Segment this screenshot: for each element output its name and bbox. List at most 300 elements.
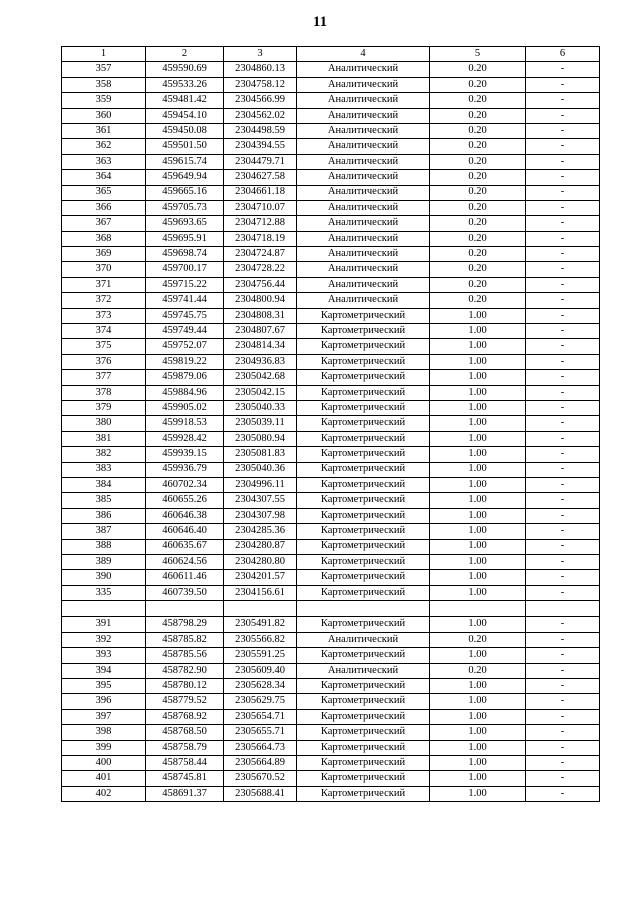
table-row xyxy=(62,308,600,323)
table-cell: 0.20 xyxy=(430,663,526,678)
table-row xyxy=(62,663,600,678)
table-cell: 459715.22 xyxy=(146,277,224,292)
table-cell: 377 xyxy=(62,370,146,385)
table-row xyxy=(62,462,600,477)
table-cell: Аналитический xyxy=(297,93,430,108)
table-cell: - xyxy=(526,755,600,770)
table-cell: 460624.56 xyxy=(146,554,224,569)
table-row xyxy=(62,416,600,431)
table-row xyxy=(62,648,600,663)
table-cell: 372 xyxy=(62,293,146,308)
table-cell: 2305491.82 xyxy=(224,617,297,632)
table-cell: - xyxy=(526,277,600,292)
table-row xyxy=(62,200,600,215)
table-cell: - xyxy=(526,370,600,385)
table-cell: 460702.34 xyxy=(146,477,224,492)
table-cell: 402 xyxy=(62,786,146,801)
table-row xyxy=(62,725,600,740)
table-cell: 2305042.15 xyxy=(224,385,297,400)
table-cell: Аналитический xyxy=(297,170,430,185)
table-cell: Аналитический xyxy=(297,154,430,169)
table-cell: 1.00 xyxy=(430,447,526,462)
table-cell: Картометрический xyxy=(297,308,430,323)
table-row xyxy=(62,632,600,647)
table-cell: 2305629.75 xyxy=(224,694,297,709)
table-cell: 363 xyxy=(62,154,146,169)
table-row xyxy=(62,617,600,632)
table-cell: - xyxy=(526,570,600,585)
table-cell: 365 xyxy=(62,185,146,200)
page-number: 11 xyxy=(312,14,328,30)
table-cell: 458785.82 xyxy=(146,632,224,647)
table-cell: 459454.10 xyxy=(146,108,224,123)
table-cell: 1.00 xyxy=(430,477,526,492)
table-cell: 398 xyxy=(62,725,146,740)
table-cell: 1.00 xyxy=(430,416,526,431)
table-row xyxy=(62,370,600,385)
table-cell: 373 xyxy=(62,308,146,323)
table-cell: 380 xyxy=(62,416,146,431)
table-cell: 2305664.89 xyxy=(224,755,297,770)
table-cell: 2304280.87 xyxy=(224,539,297,554)
table-cell: 387 xyxy=(62,524,146,539)
table-cell: 460739.50 xyxy=(146,585,224,600)
table-cell: 383 xyxy=(62,462,146,477)
table-cell: 0.20 xyxy=(430,247,526,262)
table-row xyxy=(62,108,600,123)
table-cell: - xyxy=(526,154,600,169)
table-row xyxy=(62,247,600,262)
table-cell: 382 xyxy=(62,447,146,462)
table-row xyxy=(62,185,600,200)
table-cell: 1.00 xyxy=(430,771,526,786)
table-cell: - xyxy=(526,508,600,523)
table-cell: 359 xyxy=(62,93,146,108)
table-cell: 2305664.73 xyxy=(224,740,297,755)
table-cell: Аналитический xyxy=(297,231,430,246)
table-cell: Аналитический xyxy=(297,632,430,647)
column-header: 2 xyxy=(146,47,224,62)
table-cell: 2304285.36 xyxy=(224,524,297,539)
table-cell: Картометрический xyxy=(297,679,430,694)
table-cell: 1.00 xyxy=(430,554,526,569)
table-row xyxy=(62,354,600,369)
table-row xyxy=(62,585,600,600)
table-cell: 1.00 xyxy=(430,339,526,354)
table-cell: 397 xyxy=(62,709,146,724)
table-cell: - xyxy=(526,709,600,724)
table-cell: 1.00 xyxy=(430,585,526,600)
table-cell: 1.00 xyxy=(430,709,526,724)
table-cell: - xyxy=(526,493,600,508)
column-header: 5 xyxy=(430,47,526,62)
table-cell xyxy=(297,601,430,617)
table-row xyxy=(62,123,600,138)
table-cell: 459936.79 xyxy=(146,462,224,477)
table-cell: Аналитический xyxy=(297,123,430,138)
table-cell: Картометрический xyxy=(297,477,430,492)
table-cell: 0.20 xyxy=(430,185,526,200)
table-cell: 459533.26 xyxy=(146,77,224,92)
table-cell: 459665.16 xyxy=(146,185,224,200)
table-cell: Картометрический xyxy=(297,725,430,740)
table-cell: 2304562.02 xyxy=(224,108,297,123)
table-row xyxy=(62,447,600,462)
table-cell: 459695.91 xyxy=(146,231,224,246)
table-cell: 460646.40 xyxy=(146,524,224,539)
table-cell: - xyxy=(526,663,600,678)
table-cell: 459501.50 xyxy=(146,139,224,154)
table-cell: 1.00 xyxy=(430,679,526,694)
table-row xyxy=(62,431,600,446)
table-cell: 2305591.25 xyxy=(224,648,297,663)
table-cell: 1.00 xyxy=(430,508,526,523)
table-cell: 1.00 xyxy=(430,462,526,477)
table-cell: - xyxy=(526,539,600,554)
table-cell: 458691.37 xyxy=(146,786,224,801)
table-cell: 458798.29 xyxy=(146,617,224,632)
table-cell: 459700.17 xyxy=(146,262,224,277)
table-cell: Картометрический xyxy=(297,554,430,569)
table-row xyxy=(62,554,600,569)
table-row xyxy=(62,786,600,801)
table-row xyxy=(62,339,600,354)
table-cell: 459905.02 xyxy=(146,400,224,415)
table-cell: 1.00 xyxy=(430,354,526,369)
table-cell: 2305080.94 xyxy=(224,431,297,446)
table-row xyxy=(62,385,600,400)
table-cell: 396 xyxy=(62,694,146,709)
table-body xyxy=(62,62,600,802)
table-cell: 460611.46 xyxy=(146,570,224,585)
table-cell: - xyxy=(526,293,600,308)
table-cell xyxy=(146,601,224,617)
table-cell: - xyxy=(526,585,600,600)
table-cell: - xyxy=(526,524,600,539)
table-cell: Картометрический xyxy=(297,462,430,477)
table-cell: 0.20 xyxy=(430,77,526,92)
table-cell: 0.20 xyxy=(430,293,526,308)
column-header: 3 xyxy=(224,47,297,62)
table-row xyxy=(62,740,600,755)
table-cell: 2304800.94 xyxy=(224,293,297,308)
table-cell xyxy=(224,601,297,617)
table-cell: 1.00 xyxy=(430,308,526,323)
table-row xyxy=(62,293,600,308)
table-cell: Картометрический xyxy=(297,771,430,786)
table-cell: 2304201.57 xyxy=(224,570,297,585)
table-cell: - xyxy=(526,216,600,231)
table-cell: 379 xyxy=(62,400,146,415)
table-cell: - xyxy=(526,679,600,694)
table-cell: - xyxy=(526,139,600,154)
table-cell: Картометрический xyxy=(297,354,430,369)
table-cell: 2304718.19 xyxy=(224,231,297,246)
table-cell: Картометрический xyxy=(297,431,430,446)
table-cell: Картометрический xyxy=(297,416,430,431)
table-cell: 458745.81 xyxy=(146,771,224,786)
table-cell: 376 xyxy=(62,354,146,369)
table-cell: 2305688.41 xyxy=(224,786,297,801)
table-cell: 0.20 xyxy=(430,632,526,647)
table-cell: 459705.73 xyxy=(146,200,224,215)
table-cell: 378 xyxy=(62,385,146,400)
table-cell: 2304307.98 xyxy=(224,508,297,523)
table-cell: 2304280.80 xyxy=(224,554,297,569)
table-cell: - xyxy=(526,694,600,709)
table-cell: 2305040.33 xyxy=(224,400,297,415)
table-row xyxy=(62,62,600,77)
table-cell: 0.20 xyxy=(430,216,526,231)
table-cell: 1.00 xyxy=(430,324,526,339)
table-cell: - xyxy=(526,648,600,663)
table-cell: 459649.94 xyxy=(146,170,224,185)
table-cell xyxy=(62,601,146,617)
table-cell: 459939.15 xyxy=(146,447,224,462)
table-cell: - xyxy=(526,170,600,185)
table-cell: Картометрический xyxy=(297,524,430,539)
table-row xyxy=(62,216,600,231)
table-cell: - xyxy=(526,247,600,262)
table-cell: - xyxy=(526,62,600,77)
table-cell: 366 xyxy=(62,200,146,215)
table-cell: 1.00 xyxy=(430,755,526,770)
table-row xyxy=(62,262,600,277)
table-cell: 0.20 xyxy=(430,231,526,246)
table-cell: 393 xyxy=(62,648,146,663)
table-cell: - xyxy=(526,400,600,415)
table-cell: 459918.53 xyxy=(146,416,224,431)
table-cell: - xyxy=(526,123,600,138)
table-cell: 0.20 xyxy=(430,154,526,169)
table-cell: 2304307.55 xyxy=(224,493,297,508)
table-cell: 2304996.11 xyxy=(224,477,297,492)
table-cell: - xyxy=(526,339,600,354)
table-cell: 458782.90 xyxy=(146,663,224,678)
table-cell: 458779.52 xyxy=(146,694,224,709)
table-row xyxy=(62,324,600,339)
table-cell: 1.00 xyxy=(430,786,526,801)
table-cell: Аналитический xyxy=(297,277,430,292)
table-cell xyxy=(430,601,526,617)
table-cell: 375 xyxy=(62,339,146,354)
table-cell: Картометрический xyxy=(297,570,430,585)
table-cell: - xyxy=(526,262,600,277)
table-row xyxy=(62,231,600,246)
table-cell: - xyxy=(526,725,600,740)
table-cell: 2305609.40 xyxy=(224,663,297,678)
table-cell: 2305628.34 xyxy=(224,679,297,694)
table-cell: 459884.96 xyxy=(146,385,224,400)
table-row xyxy=(62,570,600,585)
table-cell: 2304661.18 xyxy=(224,185,297,200)
table-cell: 2305042.68 xyxy=(224,370,297,385)
table-cell: Картометрический xyxy=(297,694,430,709)
table-cell: - xyxy=(526,200,600,215)
table-cell: Картометрический xyxy=(297,617,430,632)
table-cell: - xyxy=(526,632,600,647)
column-header: 6 xyxy=(526,47,600,62)
table-cell: Аналитический xyxy=(297,108,430,123)
table-cell: 2305654.71 xyxy=(224,709,297,724)
table-cell: Аналитический xyxy=(297,139,430,154)
table-cell: 2304756.44 xyxy=(224,277,297,292)
table-cell: - xyxy=(526,416,600,431)
table-cell: 2304627.58 xyxy=(224,170,297,185)
table-cell: 0.20 xyxy=(430,262,526,277)
header-row xyxy=(62,47,600,62)
table-cell: 2304394.55 xyxy=(224,139,297,154)
table-cell: 357 xyxy=(62,62,146,77)
table-cell: 0.20 xyxy=(430,139,526,154)
table-cell: 394 xyxy=(62,663,146,678)
table-cell: - xyxy=(526,477,600,492)
table-cell: Картометрический xyxy=(297,493,430,508)
table-cell: 2305566.82 xyxy=(224,632,297,647)
table-cell: Картометрический xyxy=(297,508,430,523)
table-cell: - xyxy=(526,431,600,446)
table-cell: 459752.07 xyxy=(146,339,224,354)
table-cell: 2304498.59 xyxy=(224,123,297,138)
table-cell: 0.20 xyxy=(430,277,526,292)
table-cell: 1.00 xyxy=(430,570,526,585)
table-cell: 0.20 xyxy=(430,200,526,215)
table-cell: 459693.65 xyxy=(146,216,224,231)
table-cell: Аналитический xyxy=(297,62,430,77)
table-cell: 458768.50 xyxy=(146,725,224,740)
table-cell: 1.00 xyxy=(430,740,526,755)
column-header: 1 xyxy=(62,47,146,62)
table-cell: 384 xyxy=(62,477,146,492)
table-row xyxy=(62,139,600,154)
table-cell: 0.20 xyxy=(430,170,526,185)
table-cell: Аналитический xyxy=(297,663,430,678)
table-cell: - xyxy=(526,740,600,755)
table-cell: Аналитический xyxy=(297,216,430,231)
table-cell: 360 xyxy=(62,108,146,123)
table-cell: Картометрический xyxy=(297,324,430,339)
table-cell: 460655.26 xyxy=(146,493,224,508)
table-cell: 374 xyxy=(62,324,146,339)
table-cell: 370 xyxy=(62,262,146,277)
table-cell: 385 xyxy=(62,493,146,508)
table-cell: 459928.42 xyxy=(146,431,224,446)
table-cell: Картометрический xyxy=(297,709,430,724)
table-cell: 2304479.71 xyxy=(224,154,297,169)
table-row xyxy=(62,170,600,185)
table-cell: 1.00 xyxy=(430,524,526,539)
table-cell: 459450.08 xyxy=(146,123,224,138)
table-cell: 2304936.83 xyxy=(224,354,297,369)
table-cell: 400 xyxy=(62,755,146,770)
table-cell: - xyxy=(526,786,600,801)
table-cell: 392 xyxy=(62,632,146,647)
table-row xyxy=(62,493,600,508)
table-cell: - xyxy=(526,385,600,400)
table-cell: 458780.12 xyxy=(146,679,224,694)
table-cell: - xyxy=(526,93,600,108)
table-cell: 1.00 xyxy=(430,493,526,508)
table-cell: - xyxy=(526,324,600,339)
table-cell: Картометрический xyxy=(297,385,430,400)
table-cell: - xyxy=(526,108,600,123)
table-cell: Аналитический xyxy=(297,185,430,200)
table-cell: 0.20 xyxy=(430,123,526,138)
table-row xyxy=(62,93,600,108)
table-row xyxy=(62,524,600,539)
table-cell: 369 xyxy=(62,247,146,262)
table-cell: 2304728.22 xyxy=(224,262,297,277)
table-cell: 399 xyxy=(62,740,146,755)
table-cell: - xyxy=(526,462,600,477)
table-cell: Аналитический xyxy=(297,247,430,262)
table-cell: 0.20 xyxy=(430,62,526,77)
table-cell: 1.00 xyxy=(430,370,526,385)
table-cell: 1.00 xyxy=(430,694,526,709)
table-cell: 358 xyxy=(62,77,146,92)
table-row xyxy=(62,477,600,492)
table-cell: 0.20 xyxy=(430,93,526,108)
table-cell: 335 xyxy=(62,585,146,600)
table-cell: 395 xyxy=(62,679,146,694)
table-cell: 2304808.31 xyxy=(224,308,297,323)
table-cell: 388 xyxy=(62,539,146,554)
table-cell: 0.20 xyxy=(430,108,526,123)
table-cell: - xyxy=(526,77,600,92)
table-cell: 1.00 xyxy=(430,400,526,415)
coordinates-table xyxy=(61,46,600,802)
table-cell: Аналитический xyxy=(297,77,430,92)
table-cell: 1.00 xyxy=(430,539,526,554)
table-cell: 2305081.83 xyxy=(224,447,297,462)
table-cell: 1.00 xyxy=(430,725,526,740)
table-cell: Аналитический xyxy=(297,262,430,277)
table-cell: - xyxy=(526,447,600,462)
table-row xyxy=(62,277,600,292)
table-cell: Картометрический xyxy=(297,755,430,770)
table-cell: 2304758.12 xyxy=(224,77,297,92)
table-cell: Картометрический xyxy=(297,786,430,801)
table-cell: 2304860.13 xyxy=(224,62,297,77)
table-cell: - xyxy=(526,231,600,246)
column-header: 4 xyxy=(297,47,430,62)
table-cell: 2305655.71 xyxy=(224,725,297,740)
table-cell: 459745.75 xyxy=(146,308,224,323)
table-cell: - xyxy=(526,185,600,200)
table-cell: 2304712.88 xyxy=(224,216,297,231)
table-cell: 367 xyxy=(62,216,146,231)
table-cell: 1.00 xyxy=(430,431,526,446)
table-row xyxy=(62,709,600,724)
table-cell: 2305040.36 xyxy=(224,462,297,477)
table-cell: - xyxy=(526,354,600,369)
table-cell: 381 xyxy=(62,431,146,446)
table-cell: - xyxy=(526,617,600,632)
table-cell: 459819.22 xyxy=(146,354,224,369)
table-cell: - xyxy=(526,771,600,786)
table-cell: 386 xyxy=(62,508,146,523)
table-cell: Аналитический xyxy=(297,200,430,215)
table-cell: 368 xyxy=(62,231,146,246)
table-cell: 458785.56 xyxy=(146,648,224,663)
table-cell: 459749.44 xyxy=(146,324,224,339)
table-cell: 2304710.07 xyxy=(224,200,297,215)
table-cell: 371 xyxy=(62,277,146,292)
table-cell: 460646.38 xyxy=(146,508,224,523)
table-cell: Картометрический xyxy=(297,740,430,755)
table-row xyxy=(62,154,600,169)
table-cell: 401 xyxy=(62,771,146,786)
